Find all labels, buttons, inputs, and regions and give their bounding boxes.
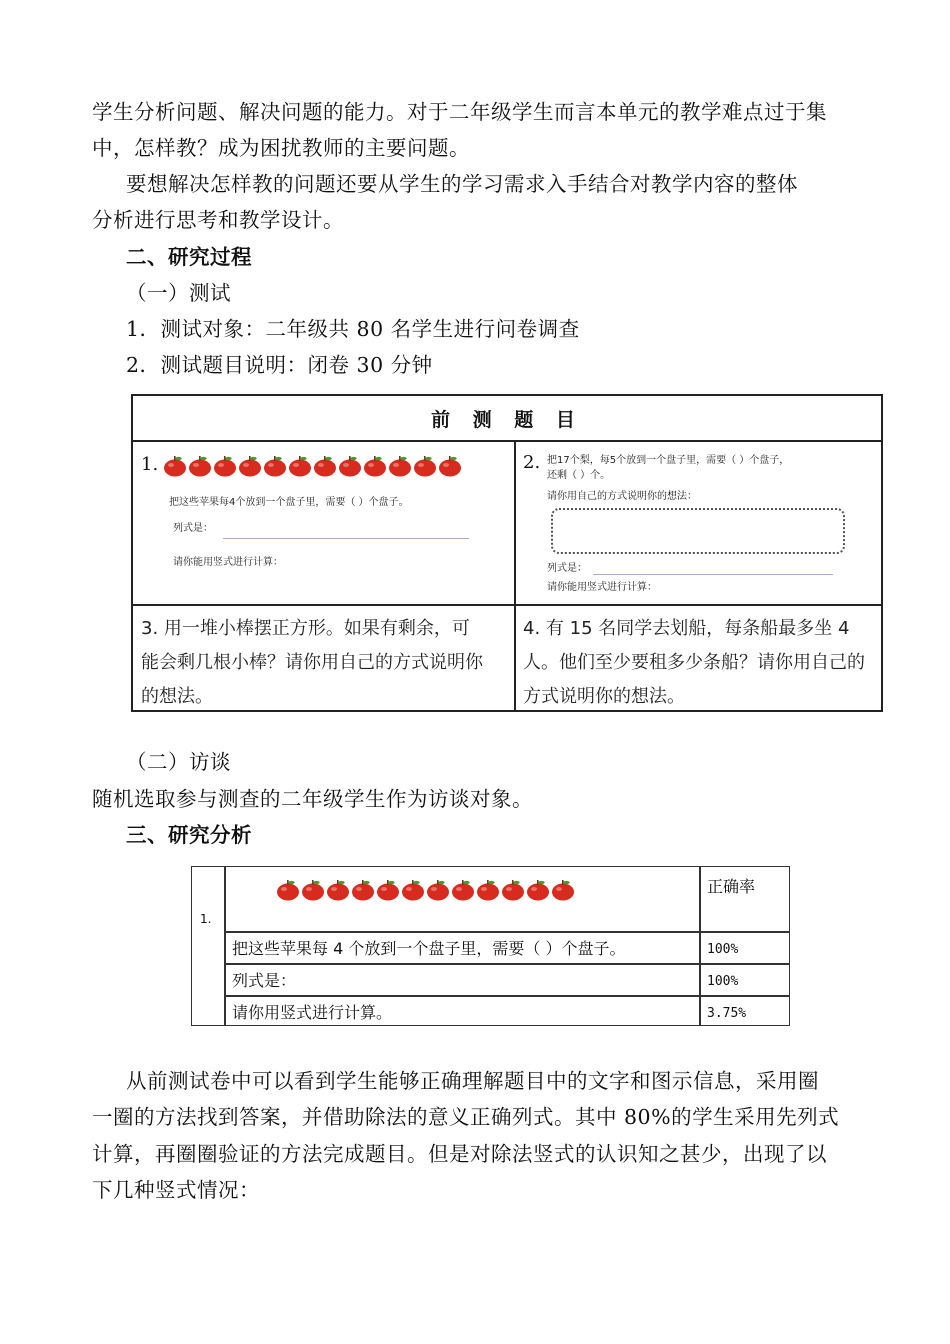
apple-icon	[451, 879, 475, 901]
subsection-heading: （二）访谈	[126, 750, 231, 774]
paragraph-line: 中，怎样教？成为困扰教师的主要问题。	[92, 136, 470, 160]
apple-icon	[288, 455, 312, 477]
apple-icon	[438, 455, 462, 477]
pretest-table	[131, 394, 883, 712]
subsection-heading: （一）测试	[126, 281, 231, 305]
paragraph-line: 随机选取参与测查的二年级学生作为访谈对象。	[92, 787, 533, 811]
section-heading: 三、研究分析	[126, 823, 252, 847]
paragraph-line: 计算，再圈圈验证的方法完成题目。但是对除法竖式的认识知之甚少，出现了以	[92, 1142, 827, 1166]
apple-icon	[238, 455, 262, 477]
apple-icon	[476, 879, 500, 901]
paragraph-line: 从前测试卷中可以看到学生能够正确理解题目中的文字和图示信息，采用圈	[126, 1069, 819, 1093]
apple-icon	[188, 455, 212, 477]
section-heading: 二、研究过程	[126, 245, 252, 269]
question-number: 1.	[200, 912, 212, 926]
list-item: 1．测试对象：二年级共 80 名学生进行问卷调查	[126, 317, 580, 341]
paragraph-line: 一圈的方法找到答案，并借助除法的意义正确列式。其中 80%的学生采用先列式	[92, 1105, 840, 1129]
apple-icon	[338, 455, 362, 477]
vertical-calc-label: 请你能用竖式进行计算：	[173, 557, 283, 568]
question-3-line: 的想法。	[141, 686, 213, 707]
table-row-rate: 100%	[707, 942, 739, 957]
formula-label: 列式是：	[547, 563, 587, 574]
question-3-line: 3. 用一堆小棒摆正方形。如果有剩余，可	[141, 618, 470, 639]
analysis-table	[191, 866, 790, 1026]
apple-icon	[401, 879, 425, 901]
table-row-item: 请你用竖式进行计算。	[232, 1003, 393, 1022]
apple-icon	[326, 879, 350, 901]
question-number: 2.	[523, 452, 541, 473]
answer-box[interactable]	[551, 508, 845, 554]
apple-icon	[426, 879, 450, 901]
question-number: 1.	[141, 454, 159, 475]
apple-row	[163, 455, 463, 474]
question-text: 还剩（ ）个。	[547, 470, 611, 481]
question-4-line: 4. 有 15 名同学去划船，每条船最多坐 4	[523, 618, 850, 639]
paragraph-line: 要想解决怎样教的问题还要从学生的学习需求入手结合对教学内容的整体	[126, 172, 798, 196]
paragraph-line: 下几种竖式情况：	[92, 1178, 260, 1202]
apple-icon	[551, 879, 575, 901]
apple-icon	[363, 455, 387, 477]
question-text: 把17个梨，每5个放到一个盘子里，需要（ ）个盘子，	[547, 455, 790, 466]
apple-icon	[263, 455, 287, 477]
explain-label: 请你用自己的方式说明你的想法：	[547, 491, 697, 502]
apple-icon	[526, 879, 550, 901]
apple-icon	[376, 879, 400, 901]
paragraph-line: 分析进行思考和教学设计。	[92, 208, 344, 232]
apple-icon	[501, 879, 525, 901]
apple-icon	[388, 455, 412, 477]
question-4-line: 方式说明你的想法。	[523, 686, 685, 707]
formula-label: 列式是：	[173, 523, 213, 534]
table-title: 前 测 题 目	[133, 396, 881, 442]
table-row-item: 列式是：	[232, 971, 297, 990]
apple-icon	[163, 455, 187, 477]
paragraph-line: 学生分析问题、解决问题的能力。对于二年级学生而言本单元的教学难点过于集	[92, 100, 827, 124]
list-item: 2．测试题目说明：闭卷 30 分钟	[126, 353, 433, 377]
table-row-rate: 3.75%	[707, 1006, 747, 1021]
question-4-line: 人。他们至少要租多少条船？请你用自己的	[523, 652, 865, 673]
apple-icon	[413, 455, 437, 477]
table-row-rate: 100%	[707, 974, 739, 989]
apple-icon	[351, 879, 375, 901]
apple-icon	[301, 879, 325, 901]
question-1	[141, 454, 463, 477]
column-header: 正确率	[707, 877, 756, 896]
apple-icon	[213, 455, 237, 477]
vertical-calc-label: 请你能用竖式进行计算：	[547, 582, 657, 593]
table-row-item: 把这些苹果每 4 个放到一个盘子里，需要（ ）个盘子。	[232, 939, 626, 958]
question-3-line: 能会剩几根小棒？请你用自己的方式说明你	[141, 652, 483, 673]
apple-icon	[313, 455, 337, 477]
apple-icon	[276, 879, 300, 901]
apple-row	[276, 879, 576, 901]
question-2	[523, 452, 540, 473]
question-text: 把这些苹果每4个放到一个盘子里，需要（ ）个盘子。	[169, 497, 409, 508]
